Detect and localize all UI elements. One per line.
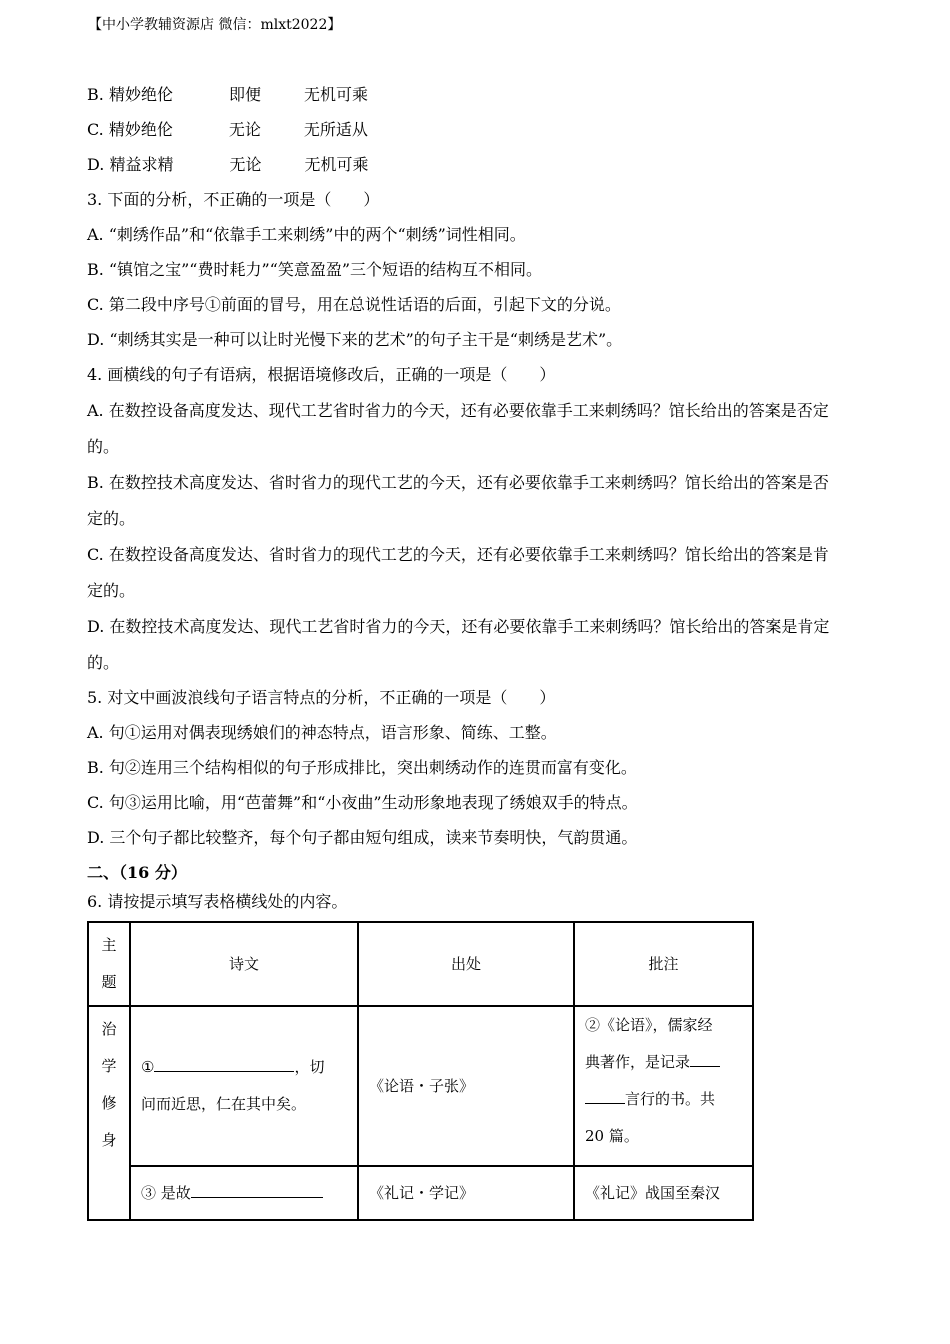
- q3-stem: 3. 下面的分析，不正确的一项是（ ）: [87, 190, 380, 209]
- note-cell-2: 《礼记》战国至秦汉: [574, 1166, 753, 1220]
- fill-in-table: [87, 921, 754, 1221]
- source-cell-2: 《礼记・学记》: [358, 1166, 574, 1220]
- q2-option-word-2: 无论: [228, 120, 261, 139]
- source-cell-1: 《论语・子张》: [358, 1006, 574, 1166]
- poem-1-suffix: ，切: [294, 1058, 325, 1076]
- poem-2-blank[interactable]: [191, 1179, 323, 1198]
- q2-option-word-3: 无机可乘: [303, 85, 368, 104]
- q5-option-b: B. 句②连用三个结构相似的句子形成排比，突出刺绣动作的连贯而富有变化。: [87, 758, 637, 777]
- q4-option-d-line1: D. 在数控技术高度发达、现代工艺省时省力的今天，还有必要依靠手工来刺绣吗？馆长给出的答案是肯定: [87, 617, 830, 636]
- q4-option-c-line1: C. 在数控设备高度发达、省时省力的现代工艺的今天，还有必要依靠手工来刺绣吗？馆长给出的答案是肯: [87, 545, 829, 564]
- header-source: 出处: [358, 922, 574, 1006]
- note-1-line2-text: 典著作，是记录: [585, 1053, 691, 1071]
- q4-option-b-line1: B. 在数控技术高度发达、省时省力的现代工艺的今天，还有必要依靠手工来刺绣吗？馆长给出的答案是否: [87, 473, 829, 492]
- q2-option-word-1: 精妙绝伦: [108, 120, 173, 139]
- note-1-line4: 20 篇。: [585, 1127, 639, 1145]
- q3-option-a: A. “刺绣作品”和“依靠手工来刺绣”中的两个“刺绣”词性相同。: [87, 225, 526, 244]
- header-theme-char: 题: [101, 973, 117, 991]
- q3-option-d: D. “刺绣其实是一种可以让时光慢下来的艺术”的句子主干是“刺绣是艺术”。: [87, 330, 623, 349]
- q2-option-word-3: 无所适从: [303, 120, 368, 139]
- note-1-blank-a[interactable]: [690, 1048, 720, 1067]
- q4-option-c-line2: 定的。: [87, 581, 136, 600]
- header-theme-char: 主: [101, 936, 117, 954]
- q2-option-word-3: 无机可乘: [304, 155, 369, 174]
- q5-option-a: A. 句①运用对偶表现绣娘们的神态特点，语言形象、简练、工整。: [87, 723, 557, 742]
- note-1-line3-text: 言行的书。共: [625, 1090, 716, 1108]
- q4-stem: 4. 画横线的句子有语病，根据语境修改后，正确的一项是（ ）: [87, 365, 556, 384]
- theme-char: 治: [101, 1020, 117, 1038]
- page-header-watermark: 【中小学教辅资源店 微信：mlxt2022】: [88, 17, 342, 33]
- q2-option-word-2: 即便: [228, 85, 261, 104]
- poem-2-prefix: ③ 是故: [141, 1183, 191, 1202]
- note-1-line1: ②《论语》，儒家经: [585, 1016, 713, 1034]
- theme-char: 学: [101, 1057, 117, 1075]
- q2-option-letter: C.: [87, 120, 104, 139]
- q3-option-b: B. “镇馆之宝”“费时耗力”“笑意盈盈”三个短语的结构互不相同。: [87, 260, 543, 279]
- q4-option-d-line2: 的。: [87, 653, 120, 672]
- note-1-blank-b[interactable]: [585, 1085, 625, 1104]
- table-header-row: [88, 922, 753, 1006]
- q5-option-c: C. 句③运用比喻，用“芭蕾舞”和“小夜曲”生动形象地表现了绣娘双手的特点。: [87, 793, 638, 812]
- note-cell-1: [574, 1006, 753, 1166]
- poem-1-blank[interactable]: [154, 1053, 294, 1072]
- q2-option-b: [87, 82, 368, 105]
- theme-char: 修: [101, 1094, 117, 1112]
- q2-option-letter: D.: [87, 155, 105, 174]
- q6-stem: 6. 请按提示填写表格横线处的内容。: [87, 892, 348, 911]
- header-poem: 诗文: [130, 922, 358, 1006]
- poem-1-prefix: ①: [141, 1058, 155, 1076]
- note-1-line2: [585, 1044, 742, 1081]
- q2-option-word-1: 精妙绝伦: [108, 85, 173, 104]
- q2-option-d: [87, 152, 368, 175]
- note-1-line3: [585, 1081, 742, 1118]
- table-row: [88, 1166, 753, 1220]
- theme-cell: [88, 1006, 130, 1220]
- q4-option-a-line1: A. 在数控设备高度发达、现代工艺省时省力的今天，还有必要依靠手工来刺绣吗？馆长给出的答案是否定: [87, 401, 829, 420]
- poem-cell-2: [130, 1166, 358, 1220]
- theme-char: 身: [101, 1131, 117, 1149]
- poem-1-line1: [141, 1049, 347, 1086]
- q5-stem: 5. 对文中画波浪线句子语言特点的分析，不正确的一项是（ ）: [87, 688, 556, 707]
- header-note: 批注: [574, 922, 753, 1006]
- section-2-title: 二、（16 分）: [87, 863, 187, 882]
- header-theme: [88, 922, 130, 1006]
- poem-cell-1: [130, 1006, 358, 1166]
- q2-option-word-2: 无论: [229, 155, 262, 174]
- q4-option-a-line2: 的。: [87, 437, 120, 456]
- q2-option-letter: B.: [87, 85, 104, 104]
- poem-1-line2: 问而近思，仁在其中矣。: [141, 1095, 307, 1113]
- table-row: [88, 1006, 753, 1166]
- q2-option-c: [87, 117, 368, 140]
- q4-option-b-line2: 定的。: [87, 509, 136, 528]
- q2-option-word-1: 精益求精: [109, 155, 174, 174]
- q3-option-c: C. 第二段中序号①前面的冒号，用在总说性话语的后面，引起下文的分说。: [87, 295, 621, 314]
- q5-option-d: D. 三个句子都比较整齐，每个句子都由短句组成，读来节奏明快，气韵贯通。: [87, 828, 638, 847]
